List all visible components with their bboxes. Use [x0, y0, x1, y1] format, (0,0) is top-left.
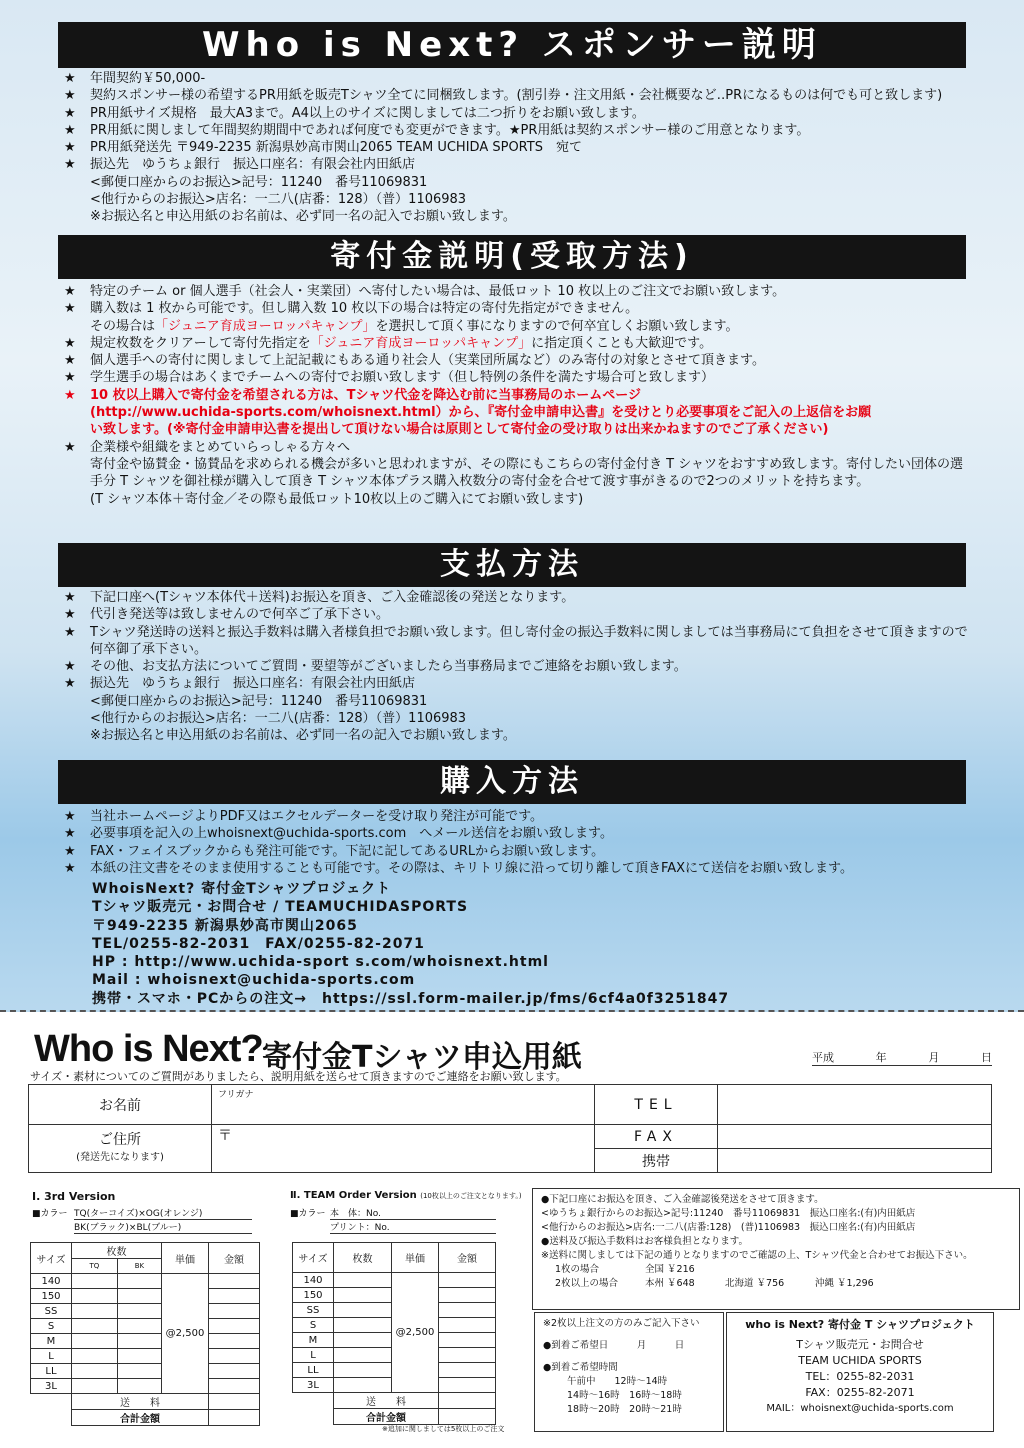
version1-title: Ⅰ. 3rd Version [32, 1190, 116, 1203]
body-no-field[interactable]: 本 体：No. [330, 1206, 496, 1220]
price-cell: @2,500 [162, 1274, 209, 1394]
list-item: ★ PR用紙サイズ規格 最大A3まで。A4以上のサイズに関しましては二つ折りをお願い致します。 [64, 105, 645, 121]
col-bk: BK [117, 1259, 161, 1274]
total-label: 合計金額 [334, 1409, 439, 1425]
qty-cell[interactable] [72, 1349, 118, 1364]
version2-color-label: ■カラー [290, 1209, 326, 1219]
list-item: ★ FAX・フェイスブックからも発注可能です。下記に記してあるURLからお願い致します。 [64, 843, 605, 859]
list-item: ★ 企業様や組織をまとめていらっしゃる方々へ [64, 439, 351, 455]
size-cell: M [31, 1334, 72, 1349]
amount-cell[interactable] [209, 1349, 260, 1364]
list-item: ★ Tシャツ発送時の送料と振込手数料は購入者様負担でお願い致します。但し寄付金の振込手数料に関しましては当事務局にて負担をさせて頂きますので何卒御了承下さい。 [64, 624, 968, 657]
total-cell[interactable] [209, 1410, 260, 1426]
info-line: ※送料に関しましては下記の通りとなりますのでご確認の上、Tシャツ代金と合わせてお振込下さい。 [541, 1250, 973, 1261]
order-form-link[interactable]: 携帯・スマホ・PCからの注文→ https://ssl.form-mailer.jp/fms/6cf4a0f3251847 [92, 990, 730, 1007]
time-slot[interactable]: 午前中 12時〜14時 [567, 1376, 668, 1387]
amount-cell[interactable] [439, 1348, 496, 1363]
size-cell: M [293, 1333, 334, 1348]
arrival-time-label: ●到着ご希望時間 [543, 1362, 618, 1373]
qty-cell[interactable] [72, 1289, 118, 1304]
size-cell: 3L [31, 1379, 72, 1394]
list-item: ★ 本紙の注文書をそのまま使用することも可能です。その際は、キリトリ線に沿って切り離して頂きFAXにて送信をお願い致します。 [64, 860, 854, 876]
qty-cell[interactable] [117, 1319, 161, 1334]
payment-section [64, 589, 974, 745]
contact-line: FAX：0255-82-2071 [805, 1386, 915, 1399]
bank-line: ※お振込名と申込用紙のお名前は、必ず同一名の記入でお願い致します。 [90, 209, 516, 225]
print-no-field[interactable]: プリント：No. [330, 1220, 496, 1234]
name-label: お名前 [29, 1085, 212, 1125]
contact-line: TEL：0255-82-2031 [805, 1370, 915, 1383]
time-slot[interactable]: 18時〜20時 20時〜21時 [567, 1404, 682, 1415]
date-field[interactable]: 平成 年 月 日 [812, 1051, 992, 1064]
footnote: ※追加に関しましては5枚以上のご注文 [382, 1425, 505, 1433]
size-cell: L [293, 1348, 334, 1363]
list-item: い致します。(※寄付金申請申込書を提出して頂けない場合は原則として寄付金の受け取りは出来かねますのでご了承ください) [90, 422, 829, 438]
total-cell[interactable] [439, 1409, 496, 1425]
col-qty: 枚数 [72, 1243, 162, 1259]
shipping-label: 送 料 [72, 1394, 209, 1410]
size-cell: S [293, 1318, 334, 1333]
tel-label: TEL [595, 1085, 718, 1125]
contact-title: who is Next? 寄付金 T シャツプロジェクト [745, 1318, 975, 1331]
contact-line: 〒949-2235 新潟県妙高市関山2065 [92, 917, 358, 934]
form-logo: Who is Next? [34, 1028, 263, 1070]
payment-info-box [532, 1188, 1020, 1310]
col-price: 単価 [162, 1243, 209, 1274]
email-link[interactable]: Mail : whoisnext@uchida-sports.com [92, 972, 416, 989]
purchase-section [64, 808, 974, 877]
shipping-cell[interactable] [439, 1393, 496, 1409]
list-item: ★ 下記口座へ(Tシャツ本体代＋送料)お振込を頂き、ご入金確認後の発送となります。 [64, 590, 575, 605]
info-line: ●送料及び振込手数料はお客様負担となります。 [541, 1236, 749, 1247]
donation-section [64, 283, 974, 508]
amount-cell[interactable] [209, 1304, 260, 1319]
amount-cell[interactable] [439, 1378, 496, 1393]
amount-cell[interactable] [209, 1379, 260, 1394]
website-link[interactable]: HP : http://www.uchida-sport s.com/whoisnext.html [92, 954, 549, 971]
name-field[interactable]: フリガナ [212, 1085, 595, 1125]
list-item: ★ 購入数は 1 枚から可能です。但し購入数 10 枚以下の場合は特定の寄付先指定ができません。 [64, 301, 639, 317]
contact-line: WhoisNext? 寄付金Tシャツプロジェクト [92, 881, 392, 897]
tel-field[interactable] [718, 1085, 992, 1125]
contact-box [726, 1312, 994, 1432]
qty-cell[interactable] [334, 1288, 392, 1303]
list-item: ★ 学生選手の場合はあくまでチームへの寄付でお願い致します（但し特例の条件を満たす場合可と致します） [64, 370, 715, 386]
list-item: (http://www.uchida-sports.com/whoisnext.html）から、『寄付金申請申込書』を受けとり必要事項をご記入の上返信をお願 [90, 405, 872, 421]
fax-field[interactable] [718, 1125, 992, 1149]
size-cell: L [31, 1349, 72, 1364]
size-cell: S [31, 1319, 72, 1334]
list-item: ★ 必要事項を記入の上whoisnext@uchida-sports.com へメール送信をお願い致します。 [64, 826, 613, 842]
list-item: ★ PR用紙に関しまして年間契約期間中であれば何度でも変更ができます。★PR用紙は契約スポンサー様のご用意となります。 [64, 122, 810, 138]
donation-heading: 寄付金説明(受取方法) [58, 235, 966, 279]
amount-cell[interactable] [209, 1289, 260, 1304]
bank-line: <郵便口座からのお振込>記号：11240 番号11069831 [90, 174, 428, 190]
address-field[interactable]: 〒 [212, 1125, 595, 1173]
amount-cell[interactable] [439, 1318, 496, 1333]
col-amount: 金額 [209, 1243, 260, 1274]
bank-line: ※お振込名と申込用紙のお名前は、必ず同一名の記入でお願い致します。 [90, 728, 516, 744]
col-price: 単価 [392, 1243, 439, 1273]
arrival-note: ※2枚以上注文の方のみご記入下さい [543, 1318, 700, 1329]
version1-table [30, 1242, 260, 1426]
info-line: <他行からのお振込>店名:一二八(店番:128) (普)1106983 振込口座名:(有)内田紙店 [541, 1222, 916, 1233]
col-qty: 枚数 [334, 1243, 392, 1273]
qty-cell[interactable] [334, 1348, 392, 1363]
amount-cell[interactable] [439, 1288, 496, 1303]
col-size: サイズ [293, 1243, 334, 1273]
size-cell: 140 [31, 1274, 72, 1289]
price-cell: @2,500 [392, 1273, 439, 1393]
col-size: サイズ [31, 1243, 72, 1274]
form-title: 寄付金Tシャツ申込用紙 [262, 1040, 582, 1075]
qty-cell[interactable] [72, 1379, 118, 1394]
amount-cell[interactable] [209, 1319, 260, 1334]
qty-cell[interactable] [72, 1274, 118, 1289]
qty-cell[interactable] [117, 1379, 161, 1394]
qty-cell[interactable] [72, 1319, 118, 1334]
time-slot[interactable]: 14時〜16時 16時〜18時 [567, 1390, 682, 1401]
contact-email[interactable]: MAIL：whoisnext@uchida-sports.com [766, 1403, 954, 1414]
list-item: ★ 振込先 ゆうちょ銀行 振込口座名：有限会社内田紙店 [64, 157, 416, 173]
amount-cell[interactable] [439, 1303, 496, 1318]
version1-color-label: ■カラー [32, 1209, 68, 1219]
fax-label: FAX [595, 1125, 718, 1149]
qty-cell[interactable] [117, 1364, 161, 1379]
qty-cell[interactable] [117, 1334, 161, 1349]
color-option: BK(ブラック)×BL(ブルー) [74, 1220, 252, 1234]
size-cell: 150 [31, 1289, 72, 1304]
shipping-cell[interactable] [209, 1394, 260, 1410]
qty-cell[interactable] [72, 1364, 118, 1379]
qty-cell[interactable] [72, 1334, 118, 1349]
list-item: ★ 当社ホームページよりPDF又はエクセルデーターを受け取り発注が可能です。 [64, 809, 544, 824]
info-line: <ゆうちょ銀行からのお振込>記号:11240 番号11069831 振込口座名:(有)内田紙店 [541, 1208, 916, 1219]
list-item: ★ その他、お支払方法についてご質問・要望等がございましたら当事務局までご連絡をお願い致します。 [64, 659, 687, 675]
bank-line: <郵便口座からのお振込>記号：11240 番号11069831 [90, 693, 428, 709]
arrival-box [534, 1312, 724, 1432]
list-item: ★ 個人選手への寄付に関しまして上記記載にもある通り社会人（実業団所属など）のみ寄付の対象とさせて頂きます。 [64, 353, 765, 369]
sponsor-heading: Who is Next? スポンサー説明 [58, 22, 966, 68]
size-cell: SS [293, 1303, 334, 1318]
size-cell: SS [31, 1304, 72, 1319]
address-label: ご住所 (発送先になります) [29, 1125, 212, 1173]
shipping-row: 2枚以上の場合 本州 ￥648 北海道 ￥756 沖縄 ￥1,296 [555, 1278, 874, 1289]
amount-cell[interactable] [209, 1274, 260, 1289]
qty-cell[interactable] [334, 1303, 392, 1318]
qty-cell[interactable] [334, 1333, 392, 1348]
total-label: 合計金額 [72, 1410, 209, 1426]
contact-line: TEL/0255-82-2031 FAX/0255-82-2071 [92, 935, 425, 952]
order-form [0, 1012, 1024, 1448]
mobile-label: 携帯 [595, 1149, 718, 1173]
purchase-heading: 購入方法 [58, 760, 966, 804]
list-item: 寄付金や協賛金・協賛品を求められる機会が多いと思われますが、その際にもこちらの寄付金付き T シャツをおすすめ致します。寄付したい団体の選手分 T シャツを御社様が購入して頂き T シャツ本体プラス購入枚数分の寄付金を合せて渡す事がきるので2つのメリットを持ちます。 [90, 456, 964, 490]
list-item: ★ 特定のチーム or 個人選手（社会人・実業団）へ寄付したい場合は、最低ロット 10 枚以上のご注文でお願い致します。 [64, 284, 786, 299]
contact-block [92, 880, 729, 1008]
col-amount: 金額 [439, 1243, 496, 1273]
arrival-date-field[interactable]: ●到着ご希望日 月 日 [543, 1340, 685, 1351]
list-item: ★ 代引き発送等は致しませんので何卒ご了承下さい。 [64, 607, 390, 623]
qty-cell[interactable] [117, 1349, 161, 1364]
size-cell: 150 [293, 1288, 334, 1303]
amount-cell[interactable] [209, 1364, 260, 1379]
amount-cell[interactable] [439, 1333, 496, 1348]
list-item: ★ 規定枚数をクリアーして寄付先指定を「ジュニア育成ヨーロッパキャンプ」に指定頂くことも大歓迎です。 [64, 335, 713, 351]
list-item: (T シャツ本体＋寄付金／その際も最低ロット10枚以上のご購入にてお願い致します) [90, 491, 584, 507]
contact-line: Tシャツ販売元・お問合せ [796, 1338, 924, 1351]
list-item: ★ 年間契約￥50,000- [64, 71, 206, 86]
list-item: その場合は「ジュニア育成ヨーロッパキャンプ」を選択して頂く事になりますので何卒宜しくお願い致します。 [90, 318, 739, 334]
qty-cell[interactable] [334, 1378, 392, 1393]
size-cell: LL [31, 1364, 72, 1379]
color-option: TQ(ターコイズ)×OG(オレンジ) [74, 1206, 252, 1220]
col-tq: TQ [72, 1259, 118, 1274]
version2-title: Ⅱ. TEAM Order Version (10枚以上のご注文となります。) [290, 1190, 522, 1201]
qty-cell[interactable] [117, 1289, 161, 1304]
qty-cell[interactable] [334, 1318, 392, 1333]
contact-line: Tシャツ販売元・お問合せ / TEAMUCHIDASPORTS [92, 899, 469, 916]
size-cell: 140 [293, 1273, 334, 1288]
bank-line: <他行からのお振込>店名：一二八(店番：128）（普）1106983 [90, 711, 467, 727]
version2-table [292, 1242, 496, 1425]
qty-cell[interactable] [334, 1363, 392, 1378]
size-cell: LL [293, 1363, 334, 1378]
customer-info-table [28, 1084, 992, 1173]
bank-line: <他行からのお振込>店名：一二八(店番：128）（普）1106983 [90, 192, 467, 208]
list-item: ★ 契約スポンサー様の希望するPR用紙を販売Tシャツ全てに同梱致します。(割引券・注文用紙・会社概要など‥PRになるものは何でも可と致します) [64, 88, 943, 104]
info-line: ●下記口座にお振込を頂き、ご入金確認後発送をさせて頂きます。 [541, 1194, 824, 1205]
mobile-field[interactable] [718, 1149, 992, 1173]
qty-cell[interactable] [117, 1274, 161, 1289]
shipping-row: 1枚の場合 全国 ￥216 [555, 1264, 695, 1275]
qty-cell[interactable] [334, 1273, 392, 1288]
amount-cell[interactable] [209, 1334, 260, 1349]
contact-line: TEAM UCHIDA SPORTS [798, 1354, 922, 1367]
amount-cell[interactable] [439, 1273, 496, 1288]
sponsor-section [64, 70, 974, 226]
list-item: ★ PR用紙発送先 〒949-2235 新潟県妙高市関山2065 TEAM UCHIDA SPORTS 宛て [64, 140, 582, 156]
list-item: ★ 振込先 ゆうちょ銀行 振込口座名：有限会社内田紙店 [64, 676, 416, 692]
amount-cell[interactable] [439, 1363, 496, 1378]
shipping-label: 送 料 [334, 1393, 439, 1409]
size-cell: 3L [293, 1378, 334, 1393]
list-item: ★ 10 枚以上購入で寄付金を希望される方は、Tシャツ代金を降込む前に当事務局のホームページ [64, 387, 641, 403]
qty-cell[interactable] [72, 1304, 118, 1319]
payment-heading: 支払方法 [58, 543, 966, 587]
qty-cell[interactable] [117, 1304, 161, 1319]
form-note: サイズ・素材についてのご質問がありましたら、説明用紙を送らせて頂きますのでご連絡をお願い致します。 [30, 1070, 567, 1083]
